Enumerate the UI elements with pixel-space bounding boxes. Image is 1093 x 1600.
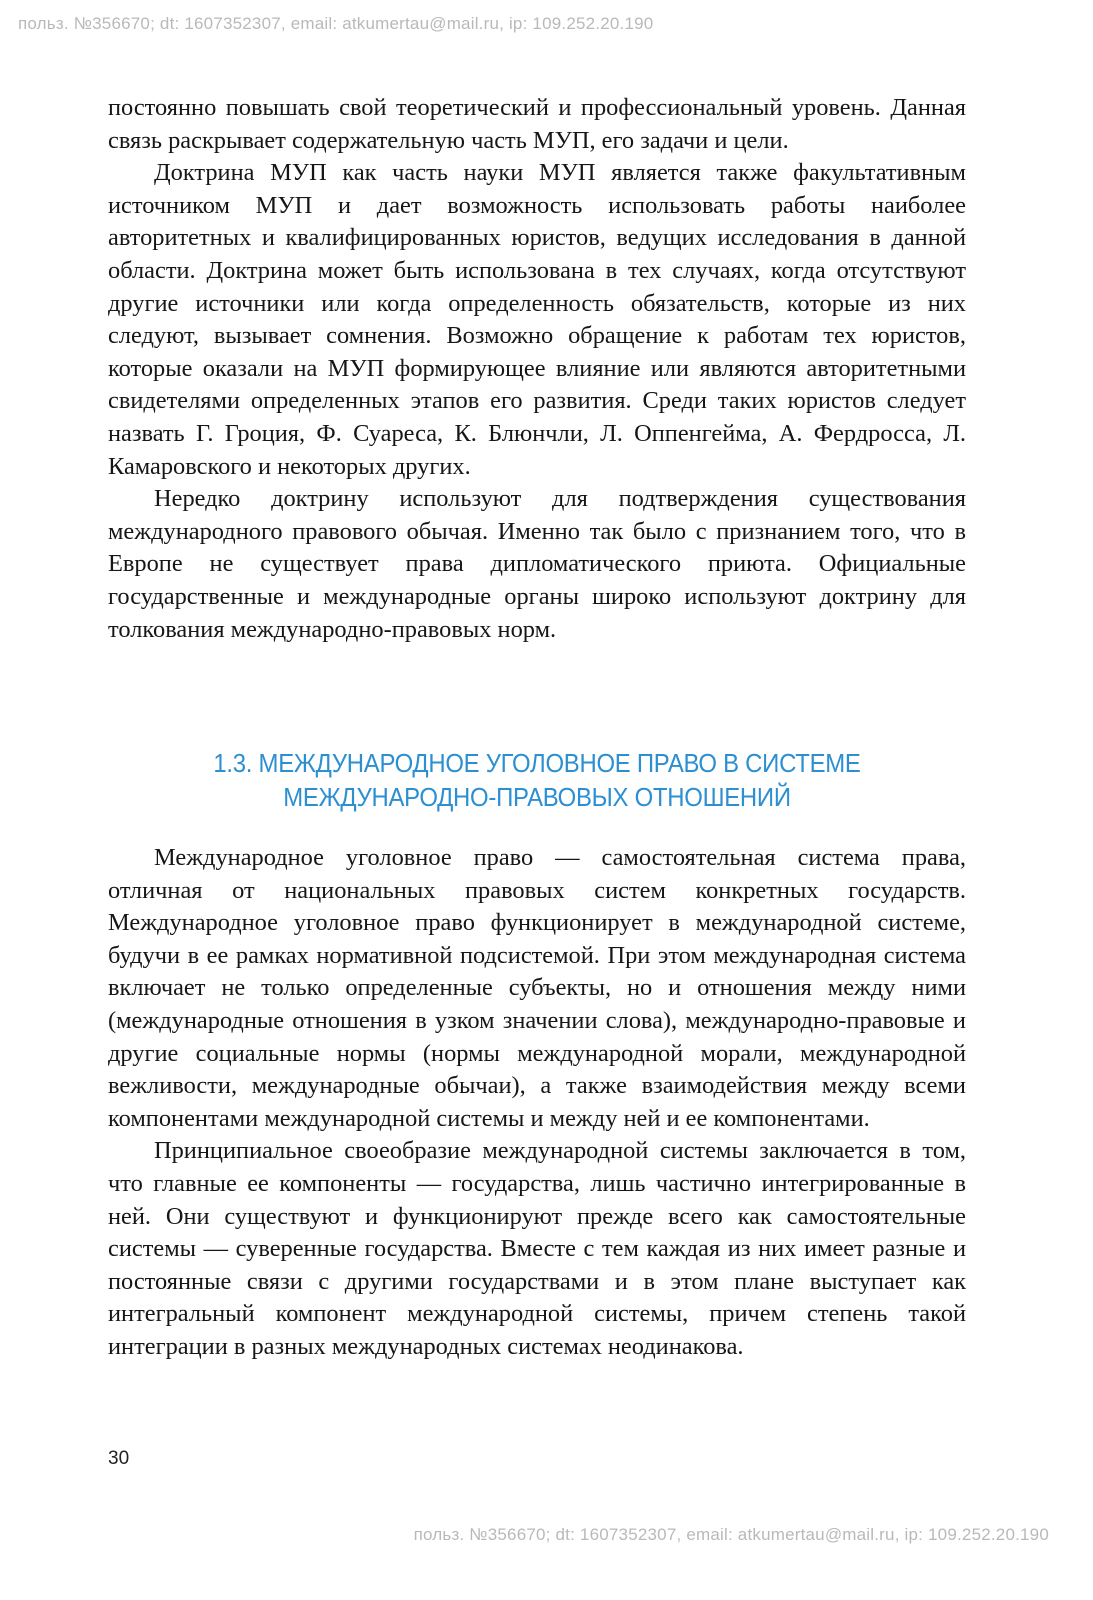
section-heading: [142, 746, 931, 814]
watermark-top: польз. №356670; dt: 1607352307, email: atkumertau@mail.ru, ip: 109.252.20.190: [18, 14, 654, 33]
text-block-before-heading: [108, 92, 966, 646]
section-heading-line-1: 1.3. МЕЖДУНАРОДНОЕ УГОЛОВНОЕ ПРАВО В СИСТЕМЕ: [213, 748, 861, 778]
section-heading-line-2: МЕЖДУНАРОДНО-ПРАВОВЫХ ОТНОШЕНИЙ: [283, 782, 791, 812]
paragraph-doctrine-custom: Нередко доктрину используют для подтверждения существования международного правового обычая. Именно так было с признанием того, что в Европе не существует права дипломатического приюта. Официальные государственные и международные органы широко используют доктрину для толкования международно-правовых норм.: [108, 485, 966, 643]
paragraph-icl-definition: Международное уголовное право — самостоятельная система права, отличная от национальных правовых систем конкретных государств. Международное уголовное право функционирует в международной системе, будучи в ее рамках нормативной подсистемой. При этом международная система включает не только определенные субъекты, но и отношения между ними (международные отношения в узком значении слова), международно-правовые и другие социальные нормы (нормы международной морали, международной вежливости, международные обычаи), а также взаимодействия между всеми компонентами международной системы и между ней и ее компонентами.: [108, 844, 966, 1132]
paragraph-doctrine: Доктрина МУП как часть науки МУП является также факультативным источником МУП и дает возможность использовать работы наиболее авторитетных и квалифицированных юристов, ведущих исследования в данной области. Доктрина может быть использована в тех случаях, когда отсутствуют другие источники или когда определенность обязательств, которые из них следуют, вызывает сомнения. Возможно обращение к работам тех юристов, которые оказали на МУП формирующее влияние или являются авторитетными свидетелями определенных этапов его развития. Среди таких юристов следует назвать Г. Гроция, Ф. Суареса, К. Блюнчли, Л. Оппенгейма, А. Фердросса, Л. Камаровского и некоторых других.: [108, 159, 966, 480]
paragraph-continuation: постоянно повышать свой теоретический и профессиональный уровень. Данная связь раскрывает содержательную часть МУП, его задачи и цели.: [108, 94, 966, 154]
text-block-after-heading: [108, 842, 966, 1364]
watermark-bottom: польз. №356670; dt: 1607352307, email: atkumertau@mail.ru, ip: 109.252.20.190: [413, 1525, 1049, 1544]
page-number: 30: [108, 1448, 130, 1469]
paragraph-system-peculiarity: Принципиальное своеобразие международной системы заключается в том, что главные ее компоненты — государства, лишь частично интегрированные в ней. Они существуют и функционируют прежде всего как самостоятельные системы — суверенные государства. Вместе с тем каждая из них имеет разные и постоянные связи с другими государствами и в этом плане выступает как интегральный компонент международной системы, причем степень такой интеграции в разных международных системах неодинакова.: [108, 1137, 966, 1360]
